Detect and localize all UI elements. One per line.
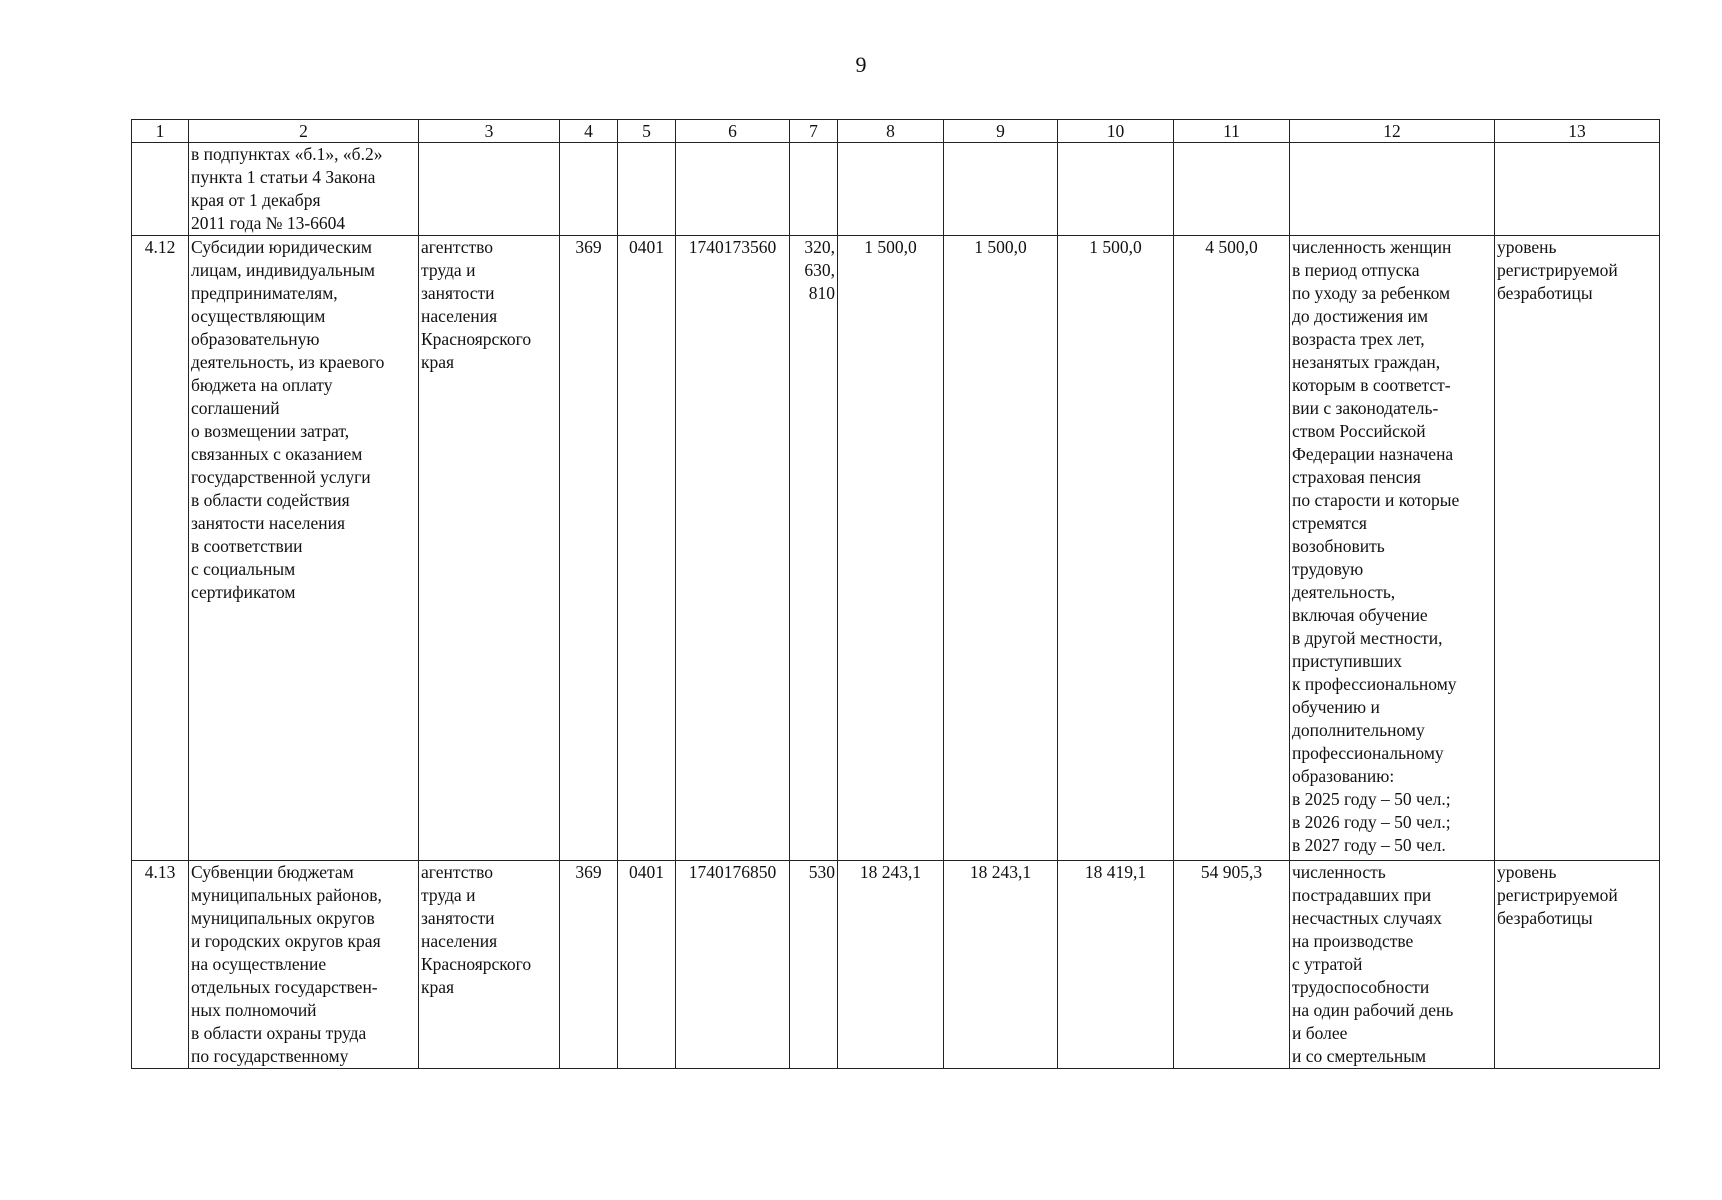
- result-cell: численность пострадавших при несчастных случаях на производстве с утратой трудоспособности на один рабочий день и более и со смертельным: [1290, 861, 1495, 1069]
- indicator-cell: уровень регистрируемой безработицы: [1495, 861, 1660, 1069]
- column-header: 13: [1495, 120, 1660, 143]
- column-header: 4: [560, 120, 618, 143]
- amount-cell: 18 419,1: [1058, 861, 1174, 1069]
- executor-cell: агентство труда и занятости населения Красноярского края: [419, 236, 560, 861]
- grbs-code-cell: 369: [560, 861, 618, 1069]
- section-code-cell: 0401: [618, 236, 676, 861]
- column-header: 3: [419, 120, 560, 143]
- executor-cell: [419, 143, 560, 236]
- amount-cell: 18 243,1: [944, 861, 1058, 1069]
- table-row-continuation: [132, 143, 1660, 236]
- amount-cell: 1 500,0: [944, 236, 1058, 861]
- page-number: 9: [855, 52, 867, 77]
- row-number-cell: 4.13: [132, 861, 189, 1069]
- target-article-cell: [676, 143, 790, 236]
- target-article-cell: 1740173560: [676, 236, 790, 861]
- indicator-cell: [1495, 143, 1660, 236]
- column-number-row: [132, 120, 1660, 143]
- amount-cell: 18 243,1: [838, 861, 944, 1069]
- total-cell: 54 905,3: [1174, 861, 1290, 1069]
- amount-cell: 1 500,0: [1058, 236, 1174, 861]
- amount-cell: [838, 143, 944, 236]
- column-header: 8: [838, 120, 944, 143]
- expense-type-cell: 530: [790, 861, 838, 1069]
- column-header: 2: [189, 120, 419, 143]
- amount-cell: 1 500,0: [838, 236, 944, 861]
- amount-cell: [944, 143, 1058, 236]
- result-cell: [1290, 143, 1495, 236]
- column-header: 10: [1058, 120, 1174, 143]
- result-cell: численность женщин в период отпуска по уходу за ребенком до достижения им возраста трех лет, незанятых граждан, которым в соответст- вии с законодатель- ством Российской Федерации назначена страховая пенсия по старости и которые стремятся возобновить трудовую деятельность, включая обучение в другой местности, приступивших к профессиональному обучению и дополнительному профессиональному образованию: в 2025 году – 50 чел.; в 2026 году – 50 чел.; в 2027 году – 50 чел.: [1290, 236, 1495, 861]
- table-row-4-13: [132, 861, 1660, 1069]
- expense-type-cell: 320, 630, 810: [790, 236, 838, 861]
- row-number-cell: [132, 143, 189, 236]
- total-cell: [1174, 143, 1290, 236]
- column-header: 6: [676, 120, 790, 143]
- table-row-4-12: [132, 236, 1660, 861]
- amount-cell: [1058, 143, 1174, 236]
- column-header: 1: [132, 120, 189, 143]
- grbs-code-cell: 369: [560, 236, 618, 861]
- budget-table: [131, 119, 1660, 1069]
- section-code-cell: [618, 143, 676, 236]
- executor-cell: агентство труда и занятости населения Красноярского края: [419, 861, 560, 1069]
- column-header: 7: [790, 120, 838, 143]
- expense-type-cell: [790, 143, 838, 236]
- column-header: 5: [618, 120, 676, 143]
- description-cell: Субвенции бюджетам муниципальных районов, муниципальных округов и городских округов края на осуществление отдельных государствен- ных полномочий в области охраны труда по государственному: [189, 861, 419, 1069]
- description-cell: Субсидии юридическим лицам, индивидуальным предпринимателям, осуществляющим образовательную деятельность, из краевого бюджета на оплату соглашений о возмещении затрат, связанных с оказанием государственной услуги в области содействия занятости населения в соответствии с социальным сертификатом: [189, 236, 419, 861]
- column-header: 12: [1290, 120, 1495, 143]
- section-code-cell: 0401: [618, 861, 676, 1069]
- indicator-cell: уровень регистрируемой безработицы: [1495, 236, 1660, 861]
- description-cell: в подпунктах «б.1», «б.2» пункта 1 статьи 4 Закона края от 1 декабря 2011 года № 13-6604: [189, 143, 419, 236]
- grbs-code-cell: [560, 143, 618, 236]
- target-article-cell: 1740176850: [676, 861, 790, 1069]
- row-number-cell: 4.12: [132, 236, 189, 861]
- column-header: 11: [1174, 120, 1290, 143]
- total-cell: 4 500,0: [1174, 236, 1290, 861]
- column-header: 9: [944, 120, 1058, 143]
